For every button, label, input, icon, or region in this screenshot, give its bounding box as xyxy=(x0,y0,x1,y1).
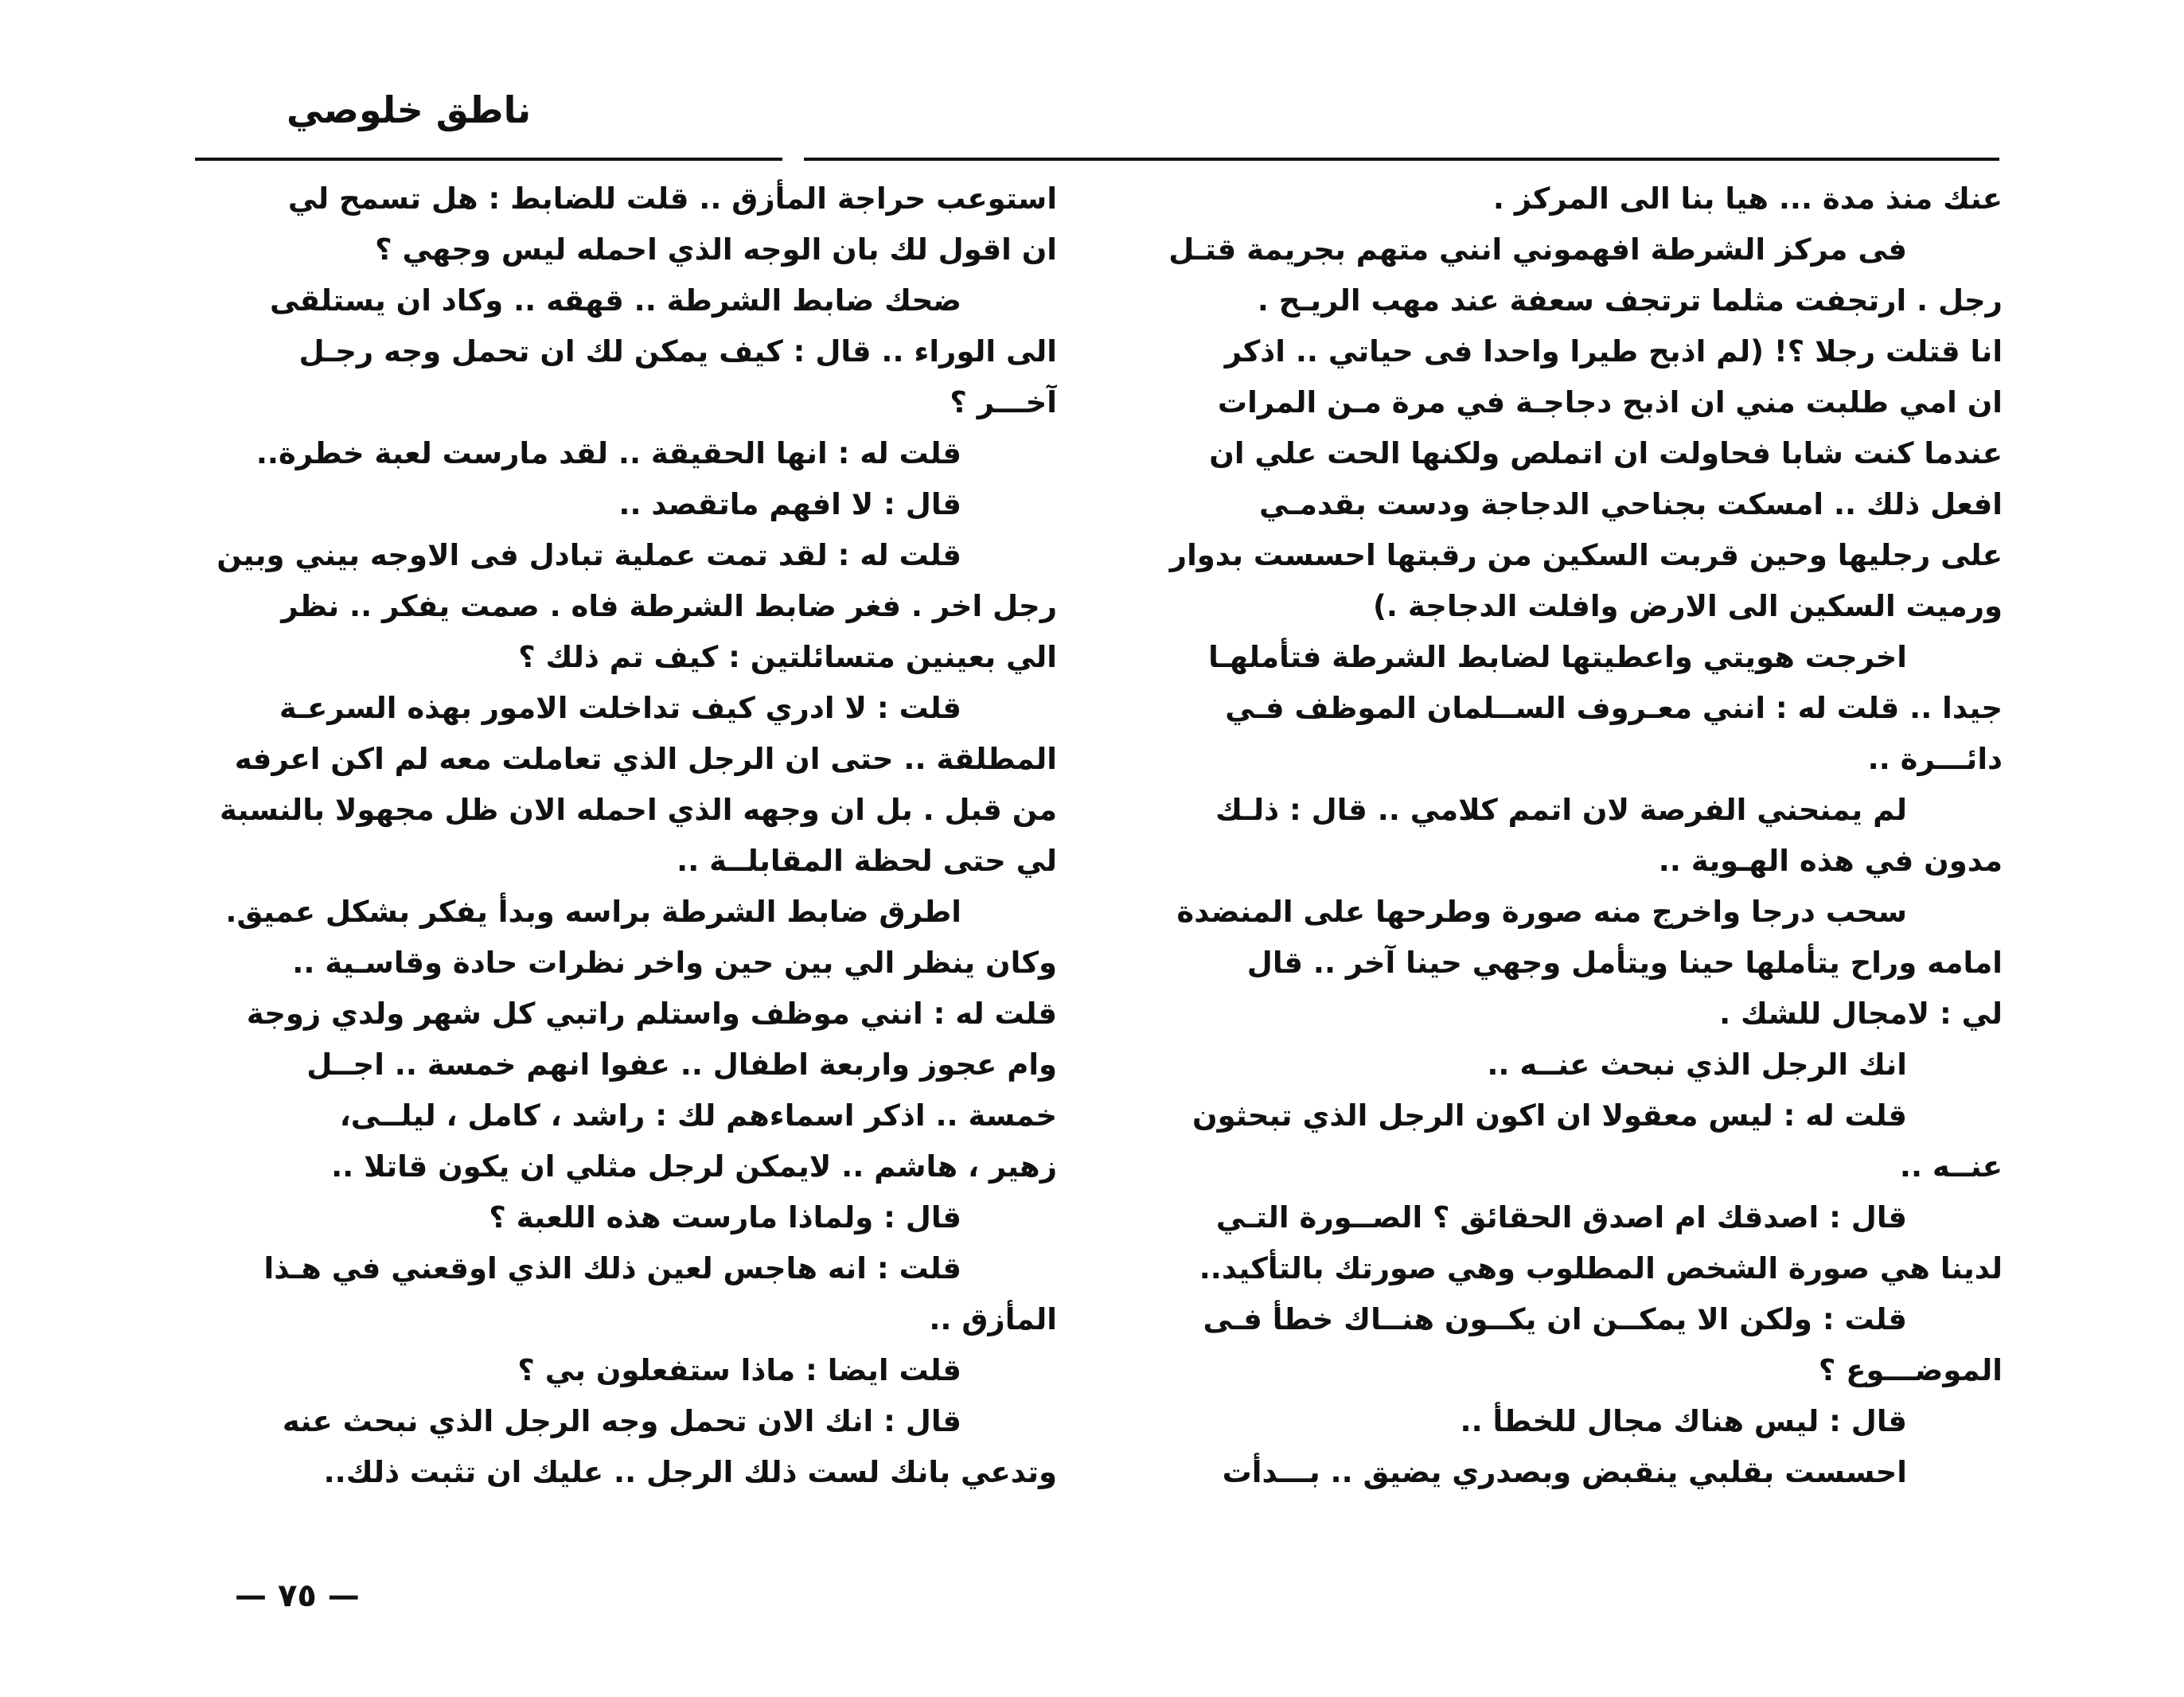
text-line: الموضـــوع ؟ xyxy=(1818,1353,2003,1387)
text-line: قلت : انه هاجس لعين ذلك الذي اوقعني في هـذا xyxy=(263,1251,961,1285)
text-line: من قبل . بل ان وجهه الذي احمله الان ظل مجهولا بالنسبة xyxy=(220,793,1057,827)
text-line: فى مركز الشرطة افهموني انني متهم بجريمة قتـل xyxy=(1168,232,1907,267)
text-line: رجل . ارتجفت مثلما ترتجف سعفة عند مهب الريـح . xyxy=(1257,283,2003,318)
text-line: جيدا .. قلت له : انني معـروف الســلمان الموظف فـي xyxy=(1225,691,2003,725)
text-line: دائـــرة .. xyxy=(1867,742,2003,776)
text-line: اطرق ضابط الشرطة براسه وبدأ يفكر بشكل عميق. xyxy=(225,895,961,929)
text-line: لدينا هي صورة الشخص المطلوب وهي صورتك بالتأكيد.. xyxy=(1199,1251,2003,1285)
text-line: زهير ، هاشم .. لايمكن لرجل مثلي ان يكون قاتلا .. xyxy=(331,1149,1057,1184)
text-line: على رجليها وحين قربت السكين من رقبتها احسست بدوار xyxy=(1169,538,2003,572)
text-line: انك الرجل الذي نبحث عنــه .. xyxy=(1487,1047,1907,1082)
header-rule-left xyxy=(195,158,782,161)
text-line: اخرجت هويتي واعطيتها لضابط الشرطة فتأملهـا xyxy=(1208,640,1907,674)
text-line: سحب درجا واخرج منه صورة وطرحها على المنضدة xyxy=(1176,895,1907,929)
text-line: وام عجوز واربعة اطفال .. عفوا انهم خمسة .. اجــل xyxy=(306,1047,1057,1082)
text-column-right xyxy=(1129,174,2003,1498)
text-line: انا قتلت رجلا ؟! (لم اذبح طيرا واحدا فى حياتي .. اذكر xyxy=(1224,334,2003,369)
text-line: قلت : لا ادري كيف تداخلت الامور بهذه السرعـة xyxy=(279,691,961,725)
text-line: عنــه .. xyxy=(1899,1149,2003,1184)
text-line: قلت : ولكن الا يمكــن ان يكــون هنــاك خطأ فـى xyxy=(1203,1302,1907,1336)
text-line: لي : لامجال للشك . xyxy=(1719,997,2003,1031)
running-header-title: ناطق خلوصي xyxy=(287,88,532,131)
text-line: الي بعينين متسائلتين : كيف تم ذلك ؟ xyxy=(518,640,1057,674)
text-line: قال : ليس هناك مجال للخطأ .. xyxy=(1460,1404,1907,1438)
text-line: رجل اخر . فغر ضابط الشرطة فاه . صمت يفكر .. نظر xyxy=(281,589,1057,623)
text-column-left xyxy=(185,174,1057,1498)
text-line: قال : انك الان تحمل وجه الرجل الذي نبحث عنه xyxy=(282,1404,961,1438)
text-line: المطلقة .. حتى ان الرجل الذي تعاملت معه لم اكن اعرفه xyxy=(234,742,1057,776)
text-line: قلت له : انني موظف واستلم راتبي كل شهر ولدي زوجة xyxy=(246,997,1057,1031)
text-line: ورميت السكين الى الارض وافلت الدجاجة .) xyxy=(1373,589,2003,623)
text-line: افعل ذلك .. امسكت بجناحي الدجاجة ودست بقدمـي xyxy=(1258,487,2003,521)
text-line: عندما كنت شابا فحاولت ان اتملص ولكنها الحت علي ان xyxy=(1209,436,2003,470)
text-line: استوعب حراجة المأزق .. قلت للضابط : هل تسمح لي xyxy=(287,181,1057,216)
text-line: لم يمنحني الفرصة لان اتمم كلامي .. قال : ذلـك xyxy=(1215,793,1907,827)
text-line: مدون في هذه الهـوية .. xyxy=(1658,844,2003,878)
text-line: قال : اصدقك ام اصدق الحقائق ؟ الصــورة التـي xyxy=(1215,1200,1907,1235)
text-line: وكان ينظر الي بين حين واخر نظرات حادة وقاسـية .. xyxy=(292,946,1057,980)
text-line: قال : ولماذا مارست هذه اللعبة ؟ xyxy=(489,1200,961,1235)
text-line: احسست بقلبي ينقبض وبصدري يضيق .. بـــدأت xyxy=(1222,1455,1907,1489)
text-line: لي حتى لحظة المقابلــة .. xyxy=(677,844,1057,878)
text-line: قلت له : ليس معقولا ان اكون الرجل الذي تبحثون xyxy=(1192,1098,1907,1133)
text-line: آخـــر ؟ xyxy=(950,385,1057,419)
text-line: عنك منذ مدة ... هيا بنا الى المركز . xyxy=(1492,181,2003,216)
text-line: قلت له : لقد تمت عملية تبادل فى الاوجه بيني وبين xyxy=(216,538,961,572)
text-line: امامه وراح يتأملها حينا ويتأمل وجهي حينا آخر .. قال xyxy=(1246,946,2003,980)
text-line: ان اقول لك بان الوجه الذي احمله ليس وجهي ؟ xyxy=(375,232,1057,267)
header-rule-right xyxy=(804,158,1999,161)
text-line: خمسة .. اذكر اسماءهم لك : راشد ، كامل ، ليلــى، xyxy=(339,1098,1057,1133)
text-line: المأزق .. xyxy=(929,1302,1057,1336)
text-line: الى الوراء .. قال : كيف يمكن لك ان تحمل وجه رجـل xyxy=(298,334,1057,369)
text-line: وتدعي بانك لست ذلك الرجل .. عليك ان تثبت ذلك.. xyxy=(323,1455,1057,1489)
text-line: قال : لا افهم ماتقصد .. xyxy=(618,487,961,521)
text-line: قلت ايضا : ماذا ستفعلون بي ؟ xyxy=(517,1353,961,1387)
page-number: — ٧٥ — xyxy=(235,1578,360,1614)
text-line: ان امي طلبت مني ان اذبح دجاجـة في مرة مـن المرات xyxy=(1217,385,2003,419)
text-line: ضحك ضابط الشرطة .. قهقه .. وكاد ان يستلقى xyxy=(269,283,961,318)
text-line: قلت له : انها الحقيقة .. لقد مارست لعبة خطرة.. xyxy=(255,436,961,470)
